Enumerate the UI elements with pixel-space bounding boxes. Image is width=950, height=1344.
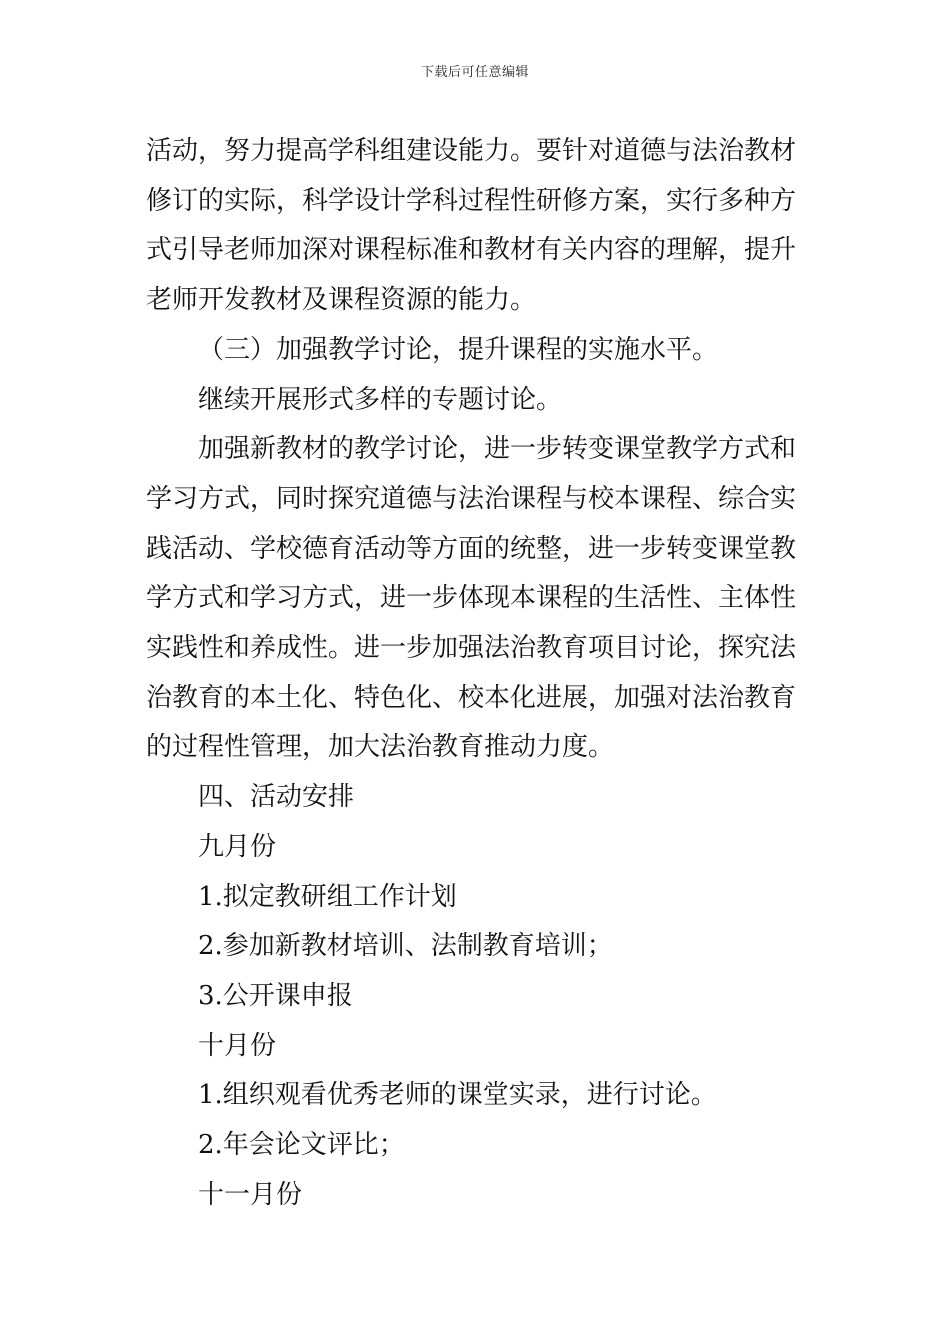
month-heading: 九月份 [198,831,277,862]
month-heading: 十月份 [198,1030,277,1061]
list-item: 3.公开课申报 [198,980,353,1011]
body-line: 实践性和养成性。进一步加强法治教育项目讨论，探究法 [146,633,797,664]
body-line: 治教育的本土化、特色化、校本化进展，加强对法治教育 [146,682,797,713]
body-line: 学方式和学习方式，进一步体现本课程的生活性、主体性 [146,583,797,614]
document-body [146,127,806,1220]
body-line: 学习方式，同时探究道德与法治课程与校本课程、综合实 [146,483,797,514]
body-line: 式引导老师加深对课程标准和教材有关内容的理解，提升 [146,235,797,266]
body-line: 老师开发教材及课程资源的能力。 [146,285,537,316]
body-line: 的过程性管理，加大法治教育推动力度。 [146,732,615,763]
body-line: 践活动、学校德育活动等方面的统整，进一步转变课堂教 [146,533,797,564]
list-item: 2.年会论文评比； [198,1130,405,1161]
body-line: 活动，努力提高学科组建设能力。要针对道德与法治教材 [146,136,797,166]
section-heading: （三）加强教学讨论，提升课程的实施水平。 [198,334,719,365]
body-line: 继续开展形式多样的专题讨论。 [198,384,563,415]
body-line: 修订的实际，科学设计学科过程性研修方案，实行多种方 [146,185,797,216]
list-item: 2.参加新教材培训、法制教育培训； [198,931,613,962]
page-header: 下载后可任意编辑 [420,65,529,80]
list-item: 1.组织观看优秀老师的课堂实录，进行讨论。 [198,1080,717,1111]
list-item: 1.拟定教研组工作计划 [198,881,457,912]
section-heading: 四、活动安排 [198,782,355,813]
body-line: 加强新教材的教学讨论，进一步转变课堂教学方式和 [198,434,797,465]
month-heading: 十一月份 [198,1179,303,1210]
